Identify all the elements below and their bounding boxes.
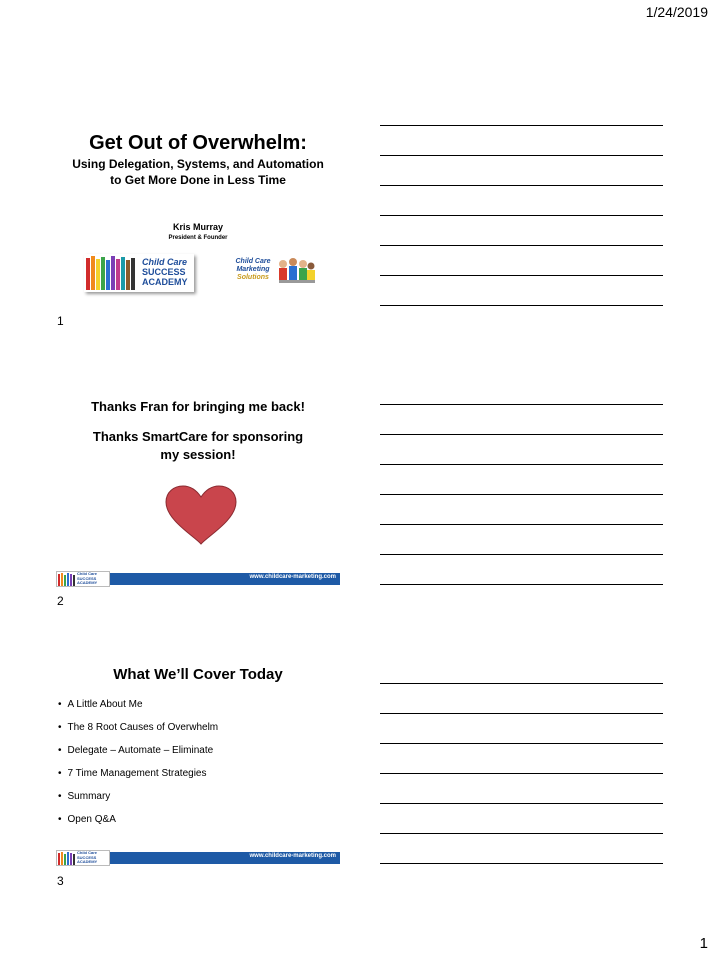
footer-url: www.childcare-marketing.com	[249, 574, 336, 580]
notes-line	[380, 524, 663, 525]
notes-line	[380, 863, 663, 864]
heart-icon	[164, 484, 238, 546]
list-item: • Open Q&A	[58, 811, 338, 834]
slide-1-title: Get Out of Overwhelm:	[89, 132, 307, 154]
footer-logo-text: Child Care SUCCESS ACADEMY	[77, 850, 98, 864]
slide-2	[56, 380, 340, 590]
child-care-marketing-solutions-logo	[230, 256, 316, 288]
colored-pencils-icon	[86, 254, 140, 292]
notes-line	[380, 803, 663, 804]
notes-line	[380, 554, 663, 555]
slide-number-3: 3	[57, 874, 64, 888]
subtitle-line-1: Using Delegation, Systems, and Automation	[72, 157, 324, 171]
slide-1	[56, 100, 340, 310]
thanks-smartcare-line-1: Thanks SmartCare for sponsoring	[92, 429, 304, 444]
logo1-line-3: ACADEMY	[142, 277, 188, 287]
notes-line	[380, 215, 663, 216]
footer-pencils-icon	[58, 572, 76, 586]
slide-number-2: 2	[57, 594, 64, 608]
footer-pencils-icon	[58, 851, 76, 865]
notes-line	[380, 833, 663, 834]
notes-line	[380, 155, 663, 156]
notes-line	[380, 185, 663, 186]
notes-line	[380, 584, 663, 585]
slide-1-subtitle	[56, 156, 340, 188]
notes-line	[380, 245, 663, 246]
slide-3-title: What We’ll Cover Today	[113, 666, 283, 683]
list-item: • A Little About Me	[58, 696, 338, 719]
notes-line	[380, 494, 663, 495]
logo2-line-1: Child Care	[235, 258, 271, 265]
subtitle-line-2: to Get More Done in Less Time	[110, 173, 286, 187]
footer-url: www.childcare-marketing.com	[249, 853, 336, 859]
notes-line	[380, 275, 663, 276]
notes-line	[380, 713, 663, 714]
logo2-line-2: Marketing	[236, 266, 270, 273]
list-item: • The 8 Root Causes of Overwhelm	[58, 719, 338, 742]
presenter-role: President & Founder	[168, 235, 228, 241]
footer-logo	[56, 571, 110, 587]
handout-date: 1/24/2019	[645, 4, 708, 20]
agenda-list	[58, 696, 338, 834]
notes-line	[380, 305, 663, 306]
children-group-icon	[276, 256, 316, 288]
notes-line	[380, 464, 663, 465]
logo1-line-1: Child Care	[142, 257, 188, 267]
footer-logo	[56, 850, 110, 866]
notes-line	[380, 434, 663, 435]
list-item: • Delegate – Automate – Eliminate	[58, 742, 338, 765]
notes-line	[380, 773, 663, 774]
handout-page-number: 1	[699, 935, 708, 952]
list-item: • 7 Time Management Strategies	[58, 765, 338, 788]
notes-line	[380, 743, 663, 744]
presenter-name: Kris Murray	[172, 222, 224, 232]
notes-line	[380, 404, 663, 405]
slide-number-1: 1	[57, 314, 64, 328]
child-care-success-academy-logo	[84, 254, 194, 292]
notes-line	[380, 125, 663, 126]
footer-logo-text: Child Care SUCCESS ACADEMY	[77, 571, 98, 585]
notes-line	[380, 683, 663, 684]
list-item: • Summary	[58, 788, 338, 811]
logo1-line-2: SUCCESS	[142, 267, 186, 277]
logo2-line-3: Solutions	[237, 274, 269, 281]
thanks-fran-text: Thanks Fran for bringing me back!	[91, 399, 305, 414]
thanks-smartcare-line-2: my session!	[160, 447, 236, 462]
